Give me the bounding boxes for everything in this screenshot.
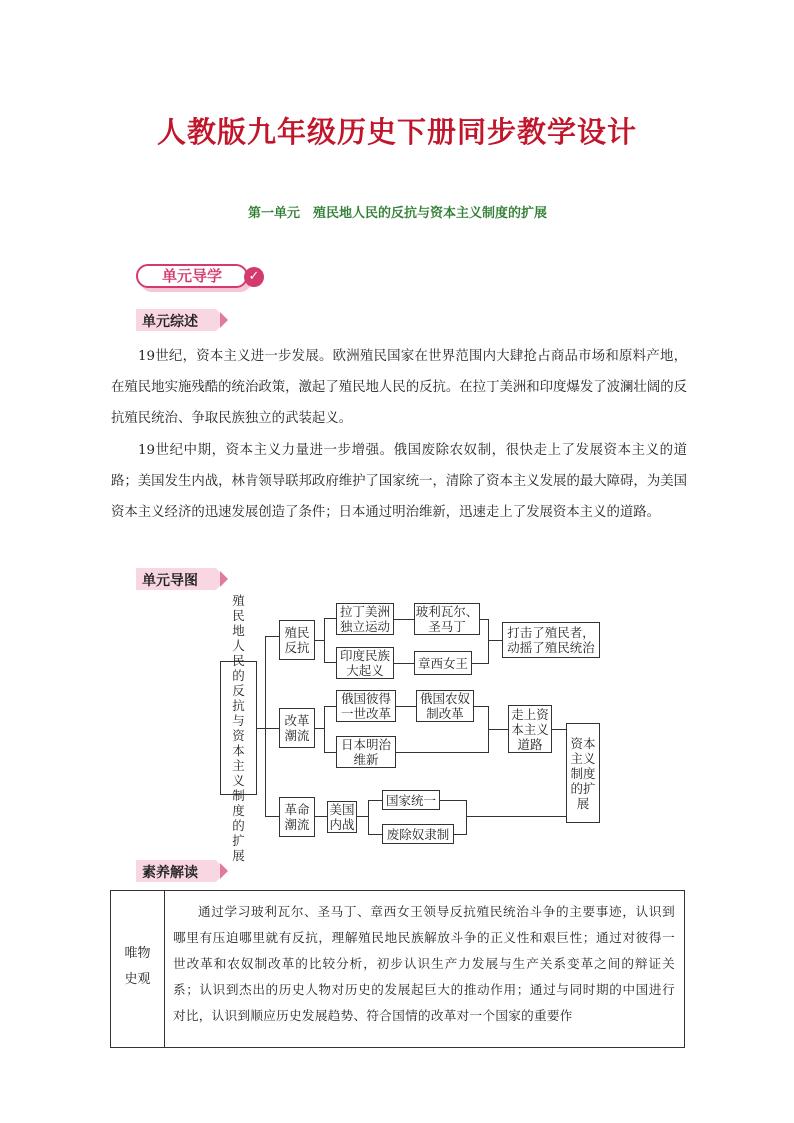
map-india-uprising: 印度民族大起义: [336, 647, 394, 679]
map-queen-jhansi: 章西女王: [414, 651, 472, 675]
map-us-civil-war: 美国内战: [327, 801, 357, 833]
label-line-2: 史观: [124, 972, 151, 987]
literacy-table: [110, 890, 685, 1048]
map-bolivar-san-martin: 玻利瓦尔、圣马丁: [415, 604, 479, 634]
unit-guide-label: 单元导学: [136, 264, 248, 288]
section-overview-label: 单元综述: [142, 314, 198, 330]
map-root: 殖民地人民的反抗与资本主义制度的扩展: [220, 661, 257, 795]
map-abolish-slavery: 废除奴隶制: [382, 824, 454, 844]
section-map-label: 单元导图: [142, 573, 198, 589]
table-row-label: [111, 891, 165, 1047]
map-branch-reform: 改革潮流: [279, 708, 315, 748]
unit-subtitle: 第一单元 殖民地人民的反抗与资本主义制度的扩展: [248, 206, 548, 221]
map-national-unity: 国家统一: [382, 790, 440, 810]
map-peter-reform: 俄国彼得一世改革: [336, 690, 396, 722]
map-capitalism-road: 走上资本主义道路: [508, 705, 552, 753]
document-title: 人教版九年级历史下册同步教学设计: [156, 115, 637, 149]
map-meiji-restoration: 日本明治维新: [336, 736, 396, 768]
map-final-expansion: 资本主义制度的扩展: [566, 723, 600, 823]
map-branch-colonial-resistance: 殖民反抗: [279, 620, 315, 660]
map-branch-revolution: 革命潮流: [279, 797, 315, 837]
section-literacy-label: 素养解读: [142, 865, 198, 881]
map-serf-reform: 俄国农奴制改革: [416, 690, 474, 722]
table-row-content: 通过学习玻利瓦尔、圣马丁、章西女王领导反抗殖民统治斗争的主要事迹，认识到哪里有压迫哪里就有反抗，理解殖民地民族解放斗争的正义性和艰巨性；通过对彼得一世改革和农奴制改革的比较分析，初步认识生产力发展与生产关系变革之间的辩证关系；认识到杰出的历史人物对历史的发展起巨大的推动作用；通过与同时期的中国进行对比，认识到顺应历史发展趋势、符合国情的改革对一个国家的重要作: [173, 904, 675, 1023]
overview-paragraph-2: 19世纪中期，资本主义力量进一步增强。俄国废除农奴制，很快走上了发展资本主义的道路；美国发生内战，林肯领导联邦政府维护了国家统一，清除了资本主义发展的最大障碍，为美国资本主义经济的迅速发展创造了条件；日本通过明治维新，迅速走上了发展资本主义的道路。: [111, 443, 687, 520]
map-result-strike: 打击了殖民者，动摇了殖民统治: [502, 622, 600, 658]
overview-paragraph-1: 19世纪，资本主义进一步发展。欧洲殖民国家在世界范围内大肆抢占商品市场和原料产地，在殖民地实施残酷的统治政策，激起了殖民地人民的反抗。在拉丁美洲和印度爆发了波澜壮阔的反抗殖民统治、争取民族独立的武装起义。: [111, 349, 687, 426]
map-latin-america: 拉丁美洲独立运动: [336, 603, 394, 635]
checkmark-icon: ✓: [244, 267, 264, 287]
label-line-1: 唯物: [124, 946, 151, 961]
